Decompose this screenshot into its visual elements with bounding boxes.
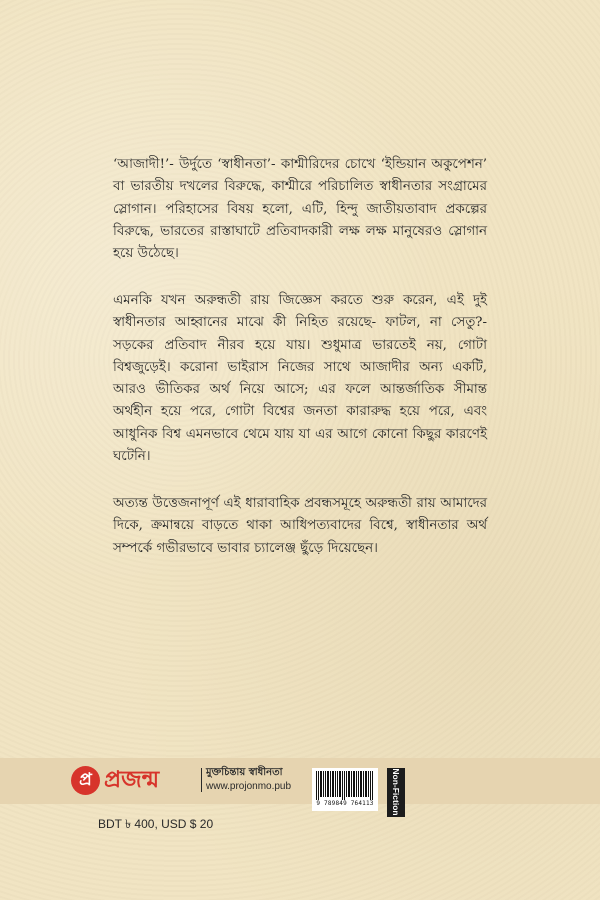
price-label: BDT ৳ 400, USD $ 20 — [98, 817, 214, 831]
publisher-website: www.projonmo.pub — [206, 781, 292, 792]
isbn-barcode — [312, 768, 378, 811]
blurb-paragraph-2: এমনকি যখন অরুন্ধতী রায় জিজ্ঞেস করতে শুরু করেন, এই দুই স্বাধীনতার আহ্বানের মাঝে কী নিহিত রয়েছে- ফাটল, না সেতু?- সড়কের প্রতিবাদ নীরব হয়ে যায়। শুধুমাত্র ভারতেই নয়, গোটা বিশ্বজুড়েই। করোনা ভাইরাস নিজের সাথে আজাদীর অন্য একটি, আরও ভীতিকর অর্থ নিয়ে আসে; এর ফলে আন্তর্জাতিক সীমান্ত অর্থহীন হয়ে পরে, গোটা বিশ্বের জনতা কারারুদ্ধ হয়ে পরে, এবং আধুনিক বিশ্ব এমনভাবে থেমে যায় যা এর আগে কোনো কিছুর কারণেই ঘটেনি। — [113, 293, 487, 465]
publisher-name: প্রজন্ম — [104, 767, 160, 793]
genre-label: Non-Fiction — [391, 768, 401, 816]
barcode-bars-icon — [316, 771, 374, 800]
blurb-paragraph-1: ‘আজাদী!’- উর্দুতে ‘স্বাধীনতা’- কাশ্মীরিদের চোখে ‘ইন্ডিয়ান অকুপেশন’ বা ভারতীয় দখলের বিরুদ্ধে, কাশ্মীরে পরিচালিত স্বাধীনতার সংগ্রামের স্লোগান। পরিহাসের বিষয় হলো, এটি, হিন্দু জাতীয়তাবাদ প্রকল্পের বিরুদ্ধে, ভারতের রাস্তাঘাটে প্রতিবাদকারী লক্ষ লক্ষ মানুষেরও স্লোগান হয়ে উঠেছে। — [113, 157, 487, 262]
publisher-logo-icon — [71, 766, 100, 795]
blurb-paragraph-3: অত্যন্ত উত্তেজনাপূর্ণ এই ধারাবাহিক প্রবন্ধসমূহে অরুন্ধতী রায় আমাদের দিকে, ক্রমান্বয়ে বাড়তে থাকা আধিপত্যবাদের বিশ্বে, স্বাধীনতার অর্থ সম্পর্কে গভীরভাবে ভাবার চ্যালেঞ্জ ছুঁড়ে দিয়েছেন। — [113, 496, 487, 556]
publisher-logo-letter: প্র — [79, 770, 92, 790]
publisher-tagline: মুক্তচিন্তায় স্বাধীনতা — [206, 767, 283, 778]
genre-tag — [387, 768, 405, 817]
logo-divider — [201, 768, 202, 792]
isbn-number: 9 789849 764113 — [316, 800, 374, 807]
